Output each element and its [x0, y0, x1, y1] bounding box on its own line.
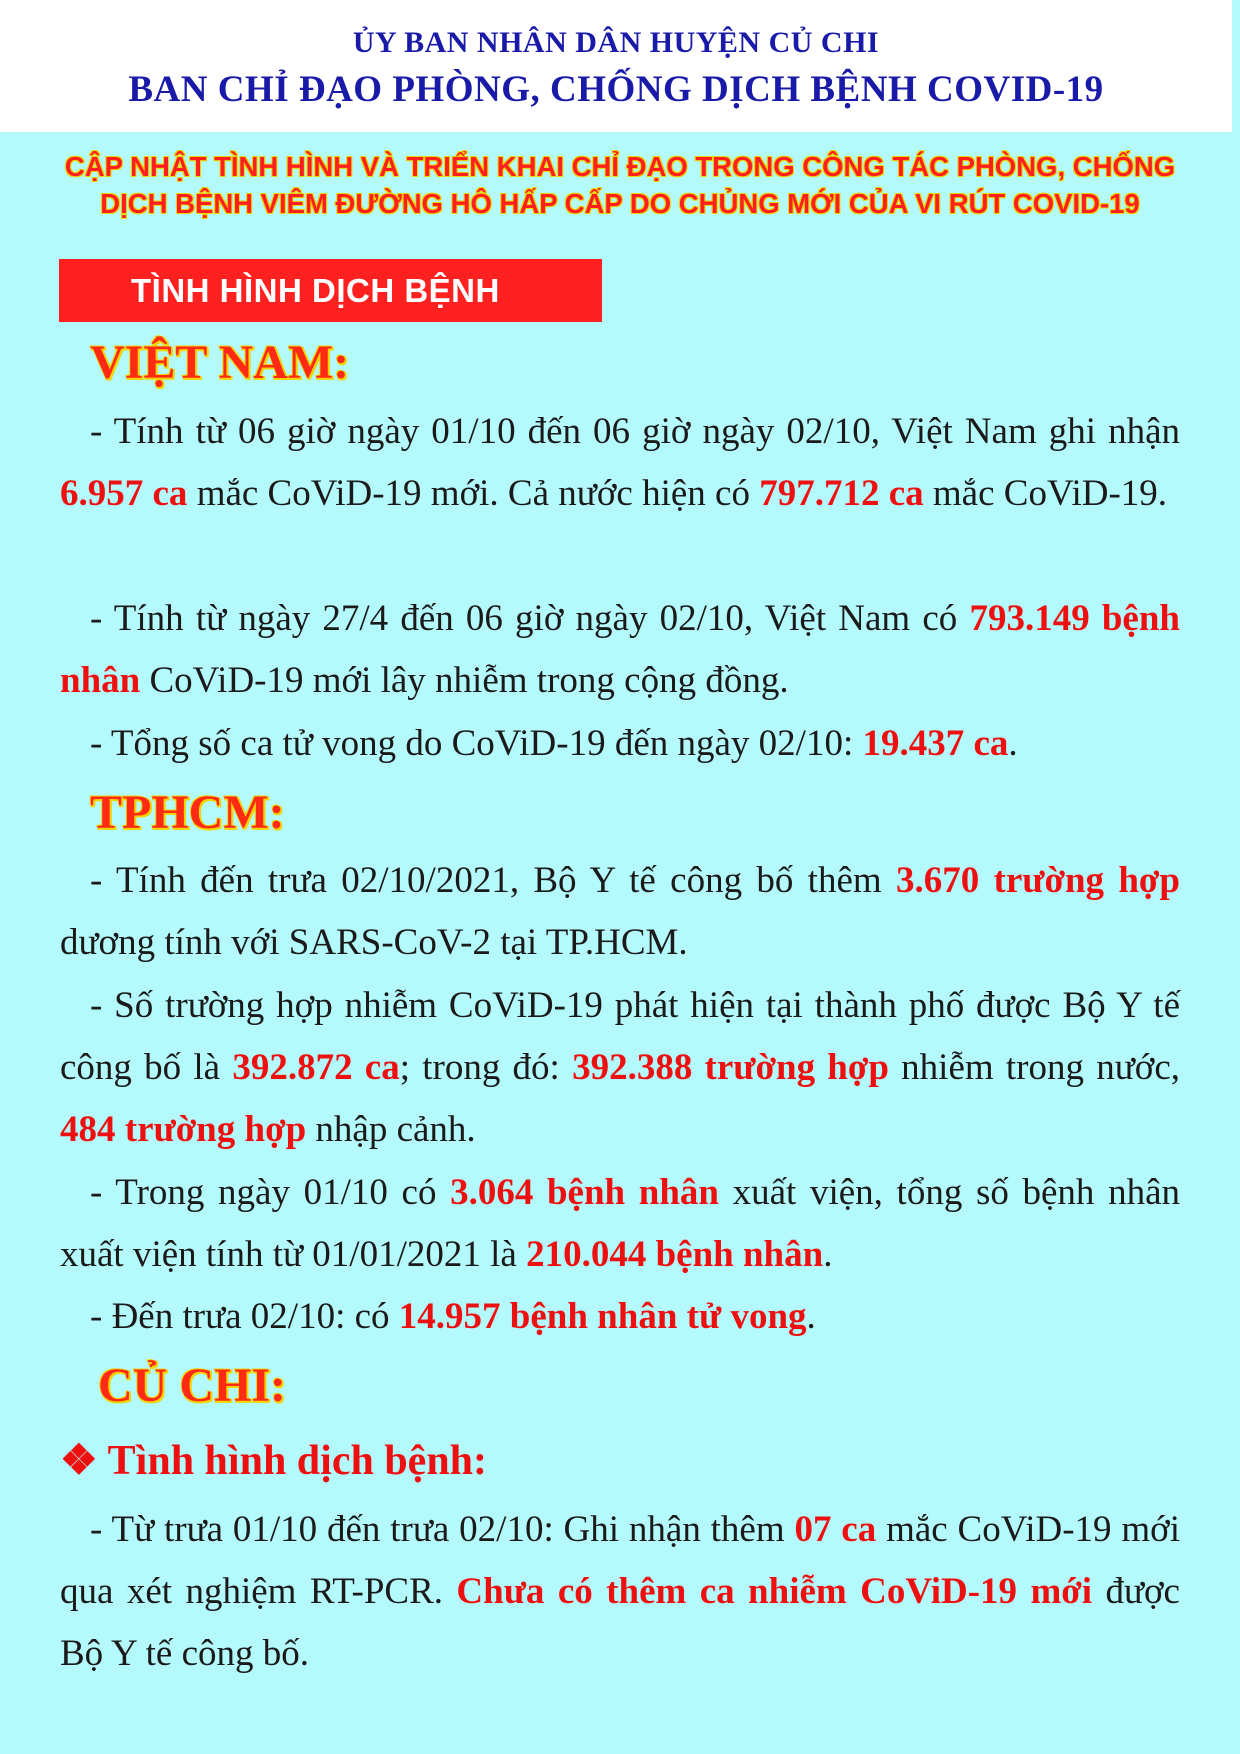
- header-authority: ỦY BAN NHÂN DÂN HUYỆN CỦ CHI: [352, 26, 880, 59]
- heading-cuchi: CỦ CHI:: [98, 1359, 286, 1412]
- paragraph-tphcm-2: - Số trường hợp nhiễm CoViD-19 phát hiện tại thành phố được Bộ Y tế công bố là 392.872 ca; trong đó: 392.388 trường hợp nhiễm trong nước, 484 trường hợp nhập cảnh.: [60, 985, 1181, 1150]
- heading-vietnam: VIỆT NAM:: [90, 336, 350, 389]
- document-header: [0, 0, 1232, 132]
- update-banner: [20, 148, 1220, 222]
- banner-line-2: DỊCH BỆNH VIÊM ĐƯỜNG HÔ HẤP CẤP DO CHỦNG MỚI CỦA VI RÚT COVID-19: [100, 188, 1140, 219]
- page-edge: [1232, 0, 1240, 132]
- heading-tphcm: TPHCM:: [90, 786, 285, 839]
- paragraph-vietnam-3: - Tổng số ca tử vong do CoViD-19 đến ngày 02/10: 19.437 ca.: [90, 723, 1018, 764]
- paragraph-tphcm-3: - Trong ngày 01/10 có 3.064 bệnh nhân xuất viện, tổng số bệnh nhân xuất viện tính từ 01/01/2021 là 210.044 bệnh nhân.: [60, 1172, 1180, 1275]
- section-tag: TÌNH HÌNH DỊCH BỆNH: [59, 259, 602, 322]
- banner-line-1: CẬP NHẬT TÌNH HÌNH VÀ TRIỂN KHAI CHỈ ĐẠO TRONG CÔNG TÁC PHÒNG, CHỐNG: [64, 151, 1176, 182]
- header-committee: BAN CHỈ ĐẠO PHÒNG, CHỐNG DỊCH BỆNH COVID-19: [128, 69, 1104, 110]
- paragraph-cuchi-1: - Từ trưa 01/10 đến trưa 02/10: Ghi nhận thêm 07 ca mắc CoViD-19 mới qua xét nghiệm RT-PCR. Chưa có thêm ca nhiễm CoViD-19 mới được Bộ Y tế công bố.: [60, 1509, 1180, 1674]
- paragraph-vietnam-2: - Tính từ ngày 27/4 đến 06 giờ ngày 02/10, Việt Nam có 793.149 bệnh nhân CoViD-19 mới lây nhiễm trong cộng đồng.: [60, 598, 1180, 701]
- subheading-situation: ❖ Tình hình dịch bệnh:: [60, 1438, 488, 1484]
- paragraph-tphcm-1: - Tính đến trưa 02/10/2021, Bộ Y tế công bố thêm 3.670 trường hợp dương tính với SARS-CoV-2 tại TP.HCM.: [60, 860, 1181, 963]
- diamond-bullet-icon: ❖: [60, 1438, 98, 1484]
- paragraph-tphcm-4: - Đến trưa 02/10: có 14.957 bệnh nhân tử vong.: [90, 1296, 816, 1337]
- paragraph-vietnam-1: - Tính từ 06 giờ ngày 01/10 đến 06 giờ ngày 02/10, Việt Nam ghi nhận 6.957 ca mắc CoViD-19 mới. Cả nước hiện có 797.712 ca mắc CoViD-19.: [60, 411, 1180, 514]
